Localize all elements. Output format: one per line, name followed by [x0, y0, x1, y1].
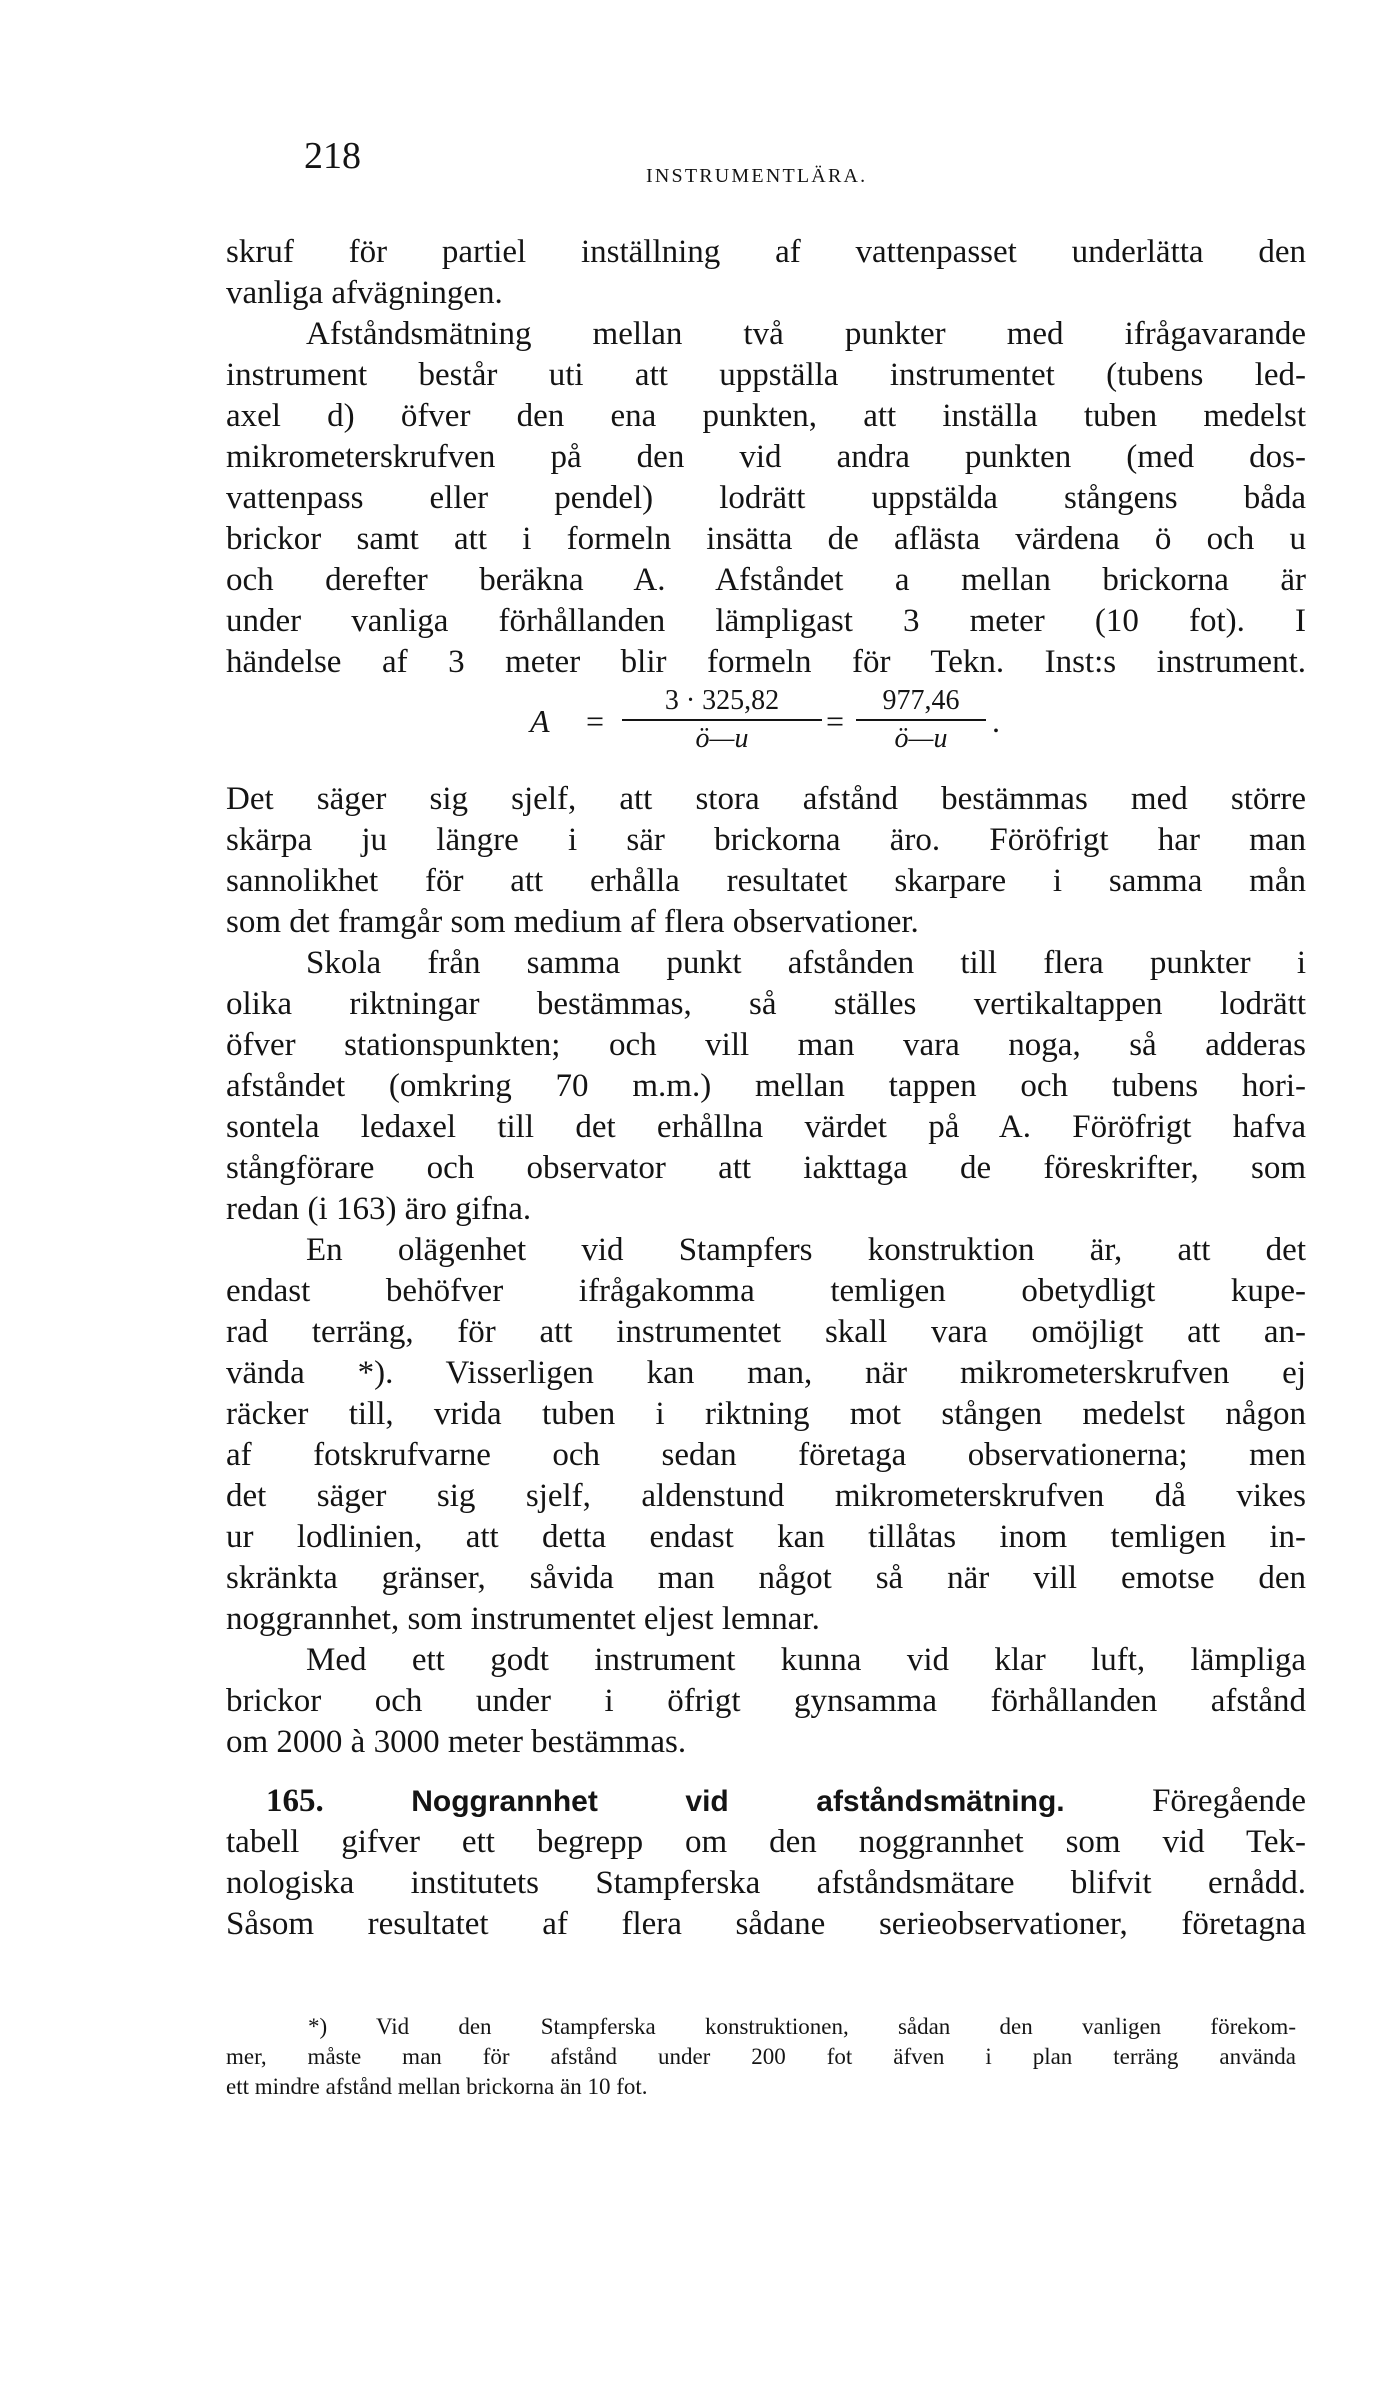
text-line: nologiska institutets Stampferska afståndsmätare blifvit ernådd. [226, 1865, 1306, 1901]
page-number: 218 [304, 135, 361, 177]
text-line: olika riktningar bestämmas, så ställes vertikaltappen lodrätt [226, 986, 1306, 1022]
formula-fraction-2 [856, 683, 986, 757]
text-line: räcker till, vrida tuben i riktning mot stången medelst någon [226, 1396, 1306, 1432]
text-line: händelse af 3 meter blir formeln för Tekn. Inst:s instrument. [226, 644, 1306, 680]
footnote-line: ett mindre afstånd mellan brickorna än 10 fot. [226, 2074, 648, 2099]
text-line: redan (i 163) äro gifna. [226, 1191, 532, 1227]
text-line: sannolikhet för att erhålla resultatet skarpare i samma mån [226, 863, 1306, 899]
text-line: det säger sig sjelf, aldenstund mikrometerskrufven då vikes [226, 1478, 1306, 1514]
text-line: brickor och under i öfrigt gynsamma förhållanden afstånd [226, 1683, 1306, 1719]
paragraph [226, 314, 1306, 683]
text-line: skärpa ju längre i sär brickorna äro. Föröfrigt har man [226, 822, 1306, 858]
text-line: sontela ledaxel till det erhållna värdet på A. Föröfrigt hafva [226, 1109, 1306, 1145]
text-line: mikrometerskrufven på den vid andra punkten (med dos- [226, 439, 1306, 475]
text-line: Skola från samma punkt afstånden till flera punkter i [306, 945, 1306, 981]
text-line: afståndet (omkring 70 m.m.) mellan tappen och tubens hori- [226, 1068, 1306, 1104]
text-line: Det säger sig sjelf, att stora afstånd bestämmas med större [226, 781, 1306, 817]
section-165 [226, 1781, 1306, 1945]
formula-lhs: A [530, 703, 550, 739]
footnotes [226, 2012, 1296, 2102]
fraction-numerator: 977,46 [856, 683, 986, 721]
text-line: brickor samt att i formeln insätta de aflästa värdena ö och u [226, 521, 1306, 557]
paragraph [226, 232, 1306, 314]
text-line: axel d) öfver den ena punkten, att inställa tuben medelst [226, 398, 1306, 434]
spacer [226, 1763, 1306, 1781]
text-line: och derefter beräkna A. Afståndet a mellan brickorna är [226, 562, 1306, 598]
text-line: vattenpass eller pendel) lodrätt uppstälda stångens båda [226, 480, 1306, 516]
text-line: af fotskrufvarne och sedan företaga observationerna; men [226, 1437, 1306, 1473]
paragraph [226, 1640, 1306, 1763]
text-line: En olägenhet vid Stampfers konstruktion är, att det [306, 1232, 1306, 1268]
text-line: ur lodlinien, att detta endast kan tillåtas inom temligen in- [226, 1519, 1306, 1555]
text-line: öfver stationspunkten; och vill man vara noga, så adderas [226, 1027, 1306, 1063]
paragraph [226, 943, 1306, 1230]
fraction-denominator: ö—u [695, 723, 749, 754]
text-line: instrument består uti att uppställa instrumentet (tubens led- [226, 357, 1306, 393]
text-line: tabell gifver ett begrepp om den noggrannhet som vid Tek- [226, 1824, 1306, 1860]
section-number: 165. [266, 1783, 324, 1819]
text-line: som det framgår som medium af flera observationer. [226, 904, 919, 940]
text-line: vända *). Visserligen kan man, när mikrometerskrufven ej [226, 1355, 1306, 1391]
text-line: skruf för partiel inställning af vattenpasset underlätta den [226, 234, 1306, 270]
text-line: under vanliga förhållanden lämpligast 3 meter (10 fot). I [226, 603, 1306, 639]
text-line: vanliga afvägningen. [226, 275, 503, 311]
distance-formula [226, 683, 1306, 779]
text-line: rad terräng, för att instrumentet skall vara omöjligt att an- [226, 1314, 1306, 1350]
fraction-denominator: ö—u [894, 723, 948, 754]
formula-fraction-1 [622, 683, 822, 757]
text-line: stångförare och observator att iakttaga de föreskrifter, som [226, 1150, 1306, 1186]
text-line: endast behöfver ifrågakomma temligen obetydligt kupe- [226, 1273, 1306, 1309]
text-line: Såsom resultatet af flera sådane serieobservationer, företagna [226, 1906, 1306, 1942]
page-header [226, 136, 1306, 186]
section-first-line-rest: Föregående [1152, 1783, 1306, 1819]
text-line: om 2000 à 3000 meter bestämmas. [226, 1724, 687, 1760]
body-text [226, 232, 1306, 1945]
text-line: Afståndsmätning mellan två punkter med ifrågavarande [306, 316, 1306, 352]
text-line: noggrannhet, som instrumentet eljest lemnar. [226, 1601, 820, 1637]
footnote-line: mer, måste man för afstånd under 200 fot äfven i plan terräng använda [226, 2044, 1296, 2069]
text-line: Med ett godt instrument kunna vid klar luft, lämpliga [306, 1642, 1306, 1678]
section-heading-line [226, 1781, 1306, 1822]
paragraph [226, 779, 1306, 943]
footnote-line: *) Vid den Stampferska konstruktionen, sådan den vanligen förekom- [308, 2014, 1296, 2039]
formula-equals: = [826, 703, 845, 739]
running-head: INSTRUMENTLÄRA. [646, 165, 868, 187]
formula-equals: = [586, 703, 605, 739]
paragraph [226, 1230, 1306, 1640]
text-line: skränkta gränser, såvida man något så när vill emotse den [226, 1560, 1306, 1596]
formula-period: . [992, 703, 1000, 739]
section-title: Noggrannhet vid afståndsmätning. [411, 1785, 1065, 1818]
fraction-numerator: 3 · 325,82 [622, 683, 822, 721]
